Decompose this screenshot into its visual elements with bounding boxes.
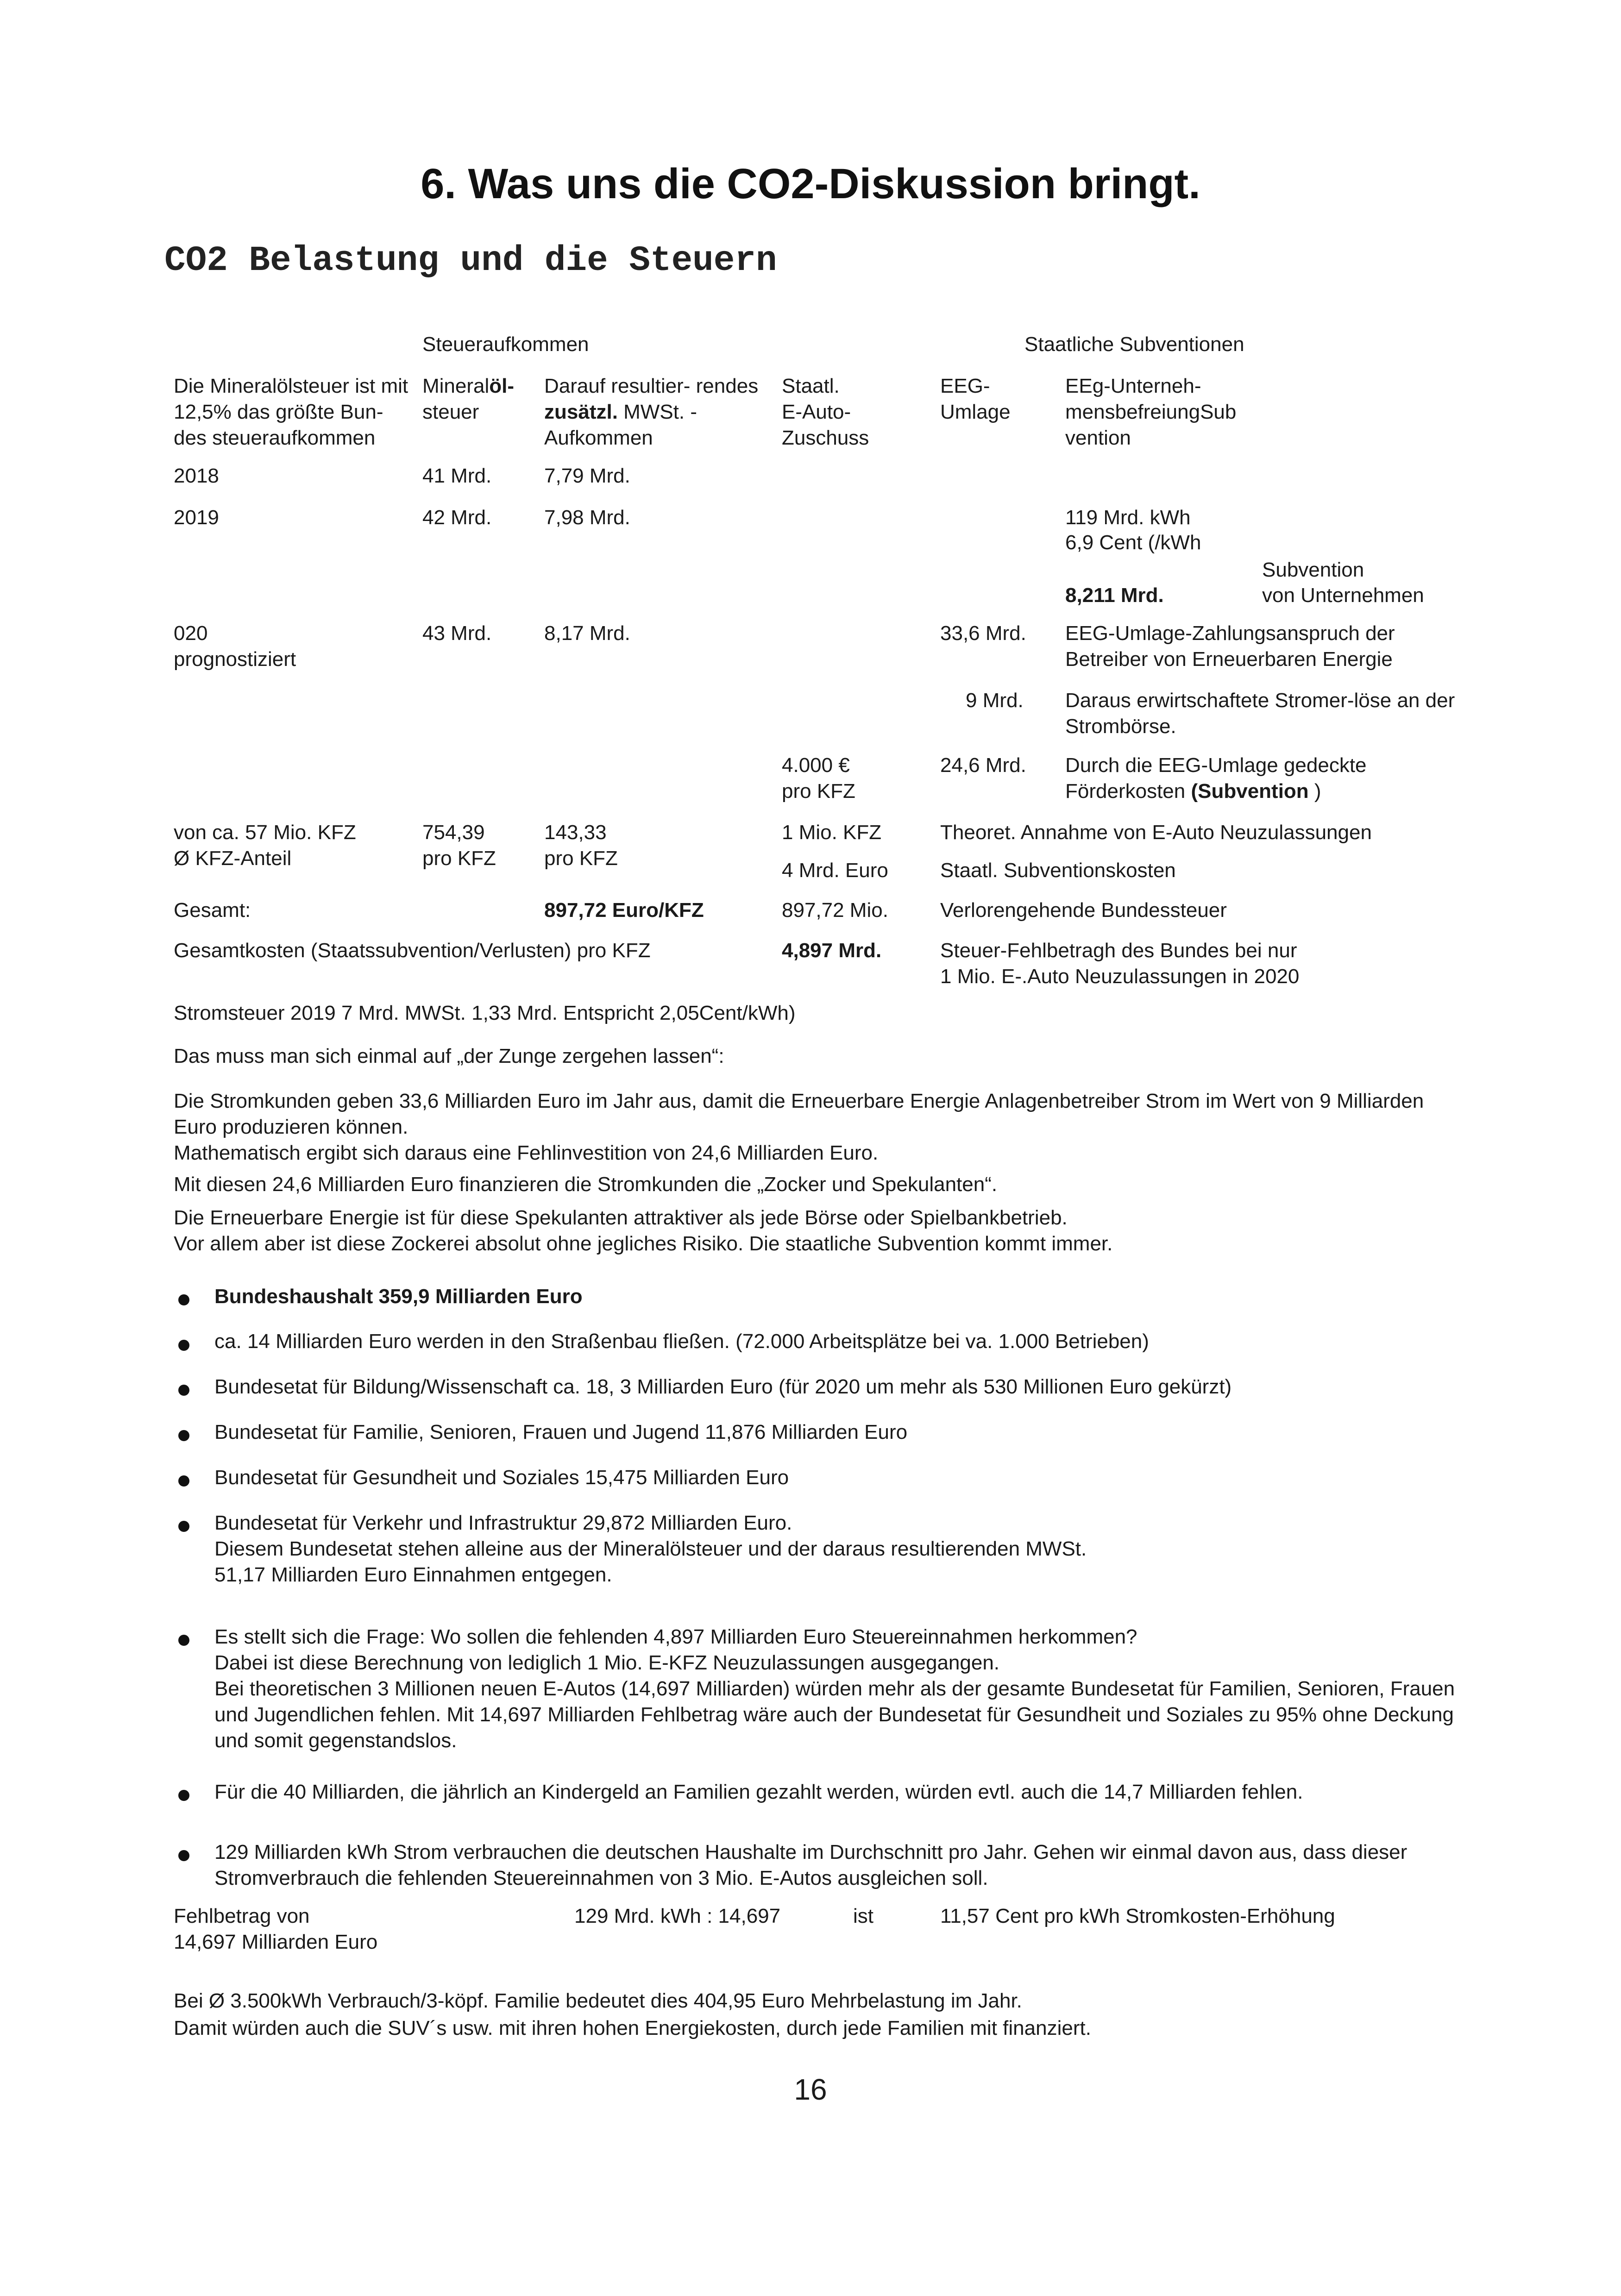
bullet-icon [178, 1340, 189, 1351]
page-title: 6. Was uns die CO2-Diskussion bringt. [421, 160, 1200, 207]
paragraph-zocker: Mit diesen 24,6 Milliarden Euro finanzieren die Stromkunden die „Zocker und Spekulanten“. [174, 1173, 998, 1196]
row-gesamt-zuschuss: 897,72 Mio. [782, 899, 888, 922]
row-2020-eeg-3: 24,6 Mrd. [940, 754, 1026, 777]
row-gesamtkosten-text: Steuer-Fehlbetragh des Bundes bei nur 1 Mio. E-.Auto Neuzulassungen in 2020 [940, 939, 1300, 988]
col-header-eeg-umlage: EEG- Umlage [940, 375, 1011, 423]
bullet-icon [178, 1521, 189, 1532]
row-2018-mwst: 7,79 Mrd. [544, 464, 630, 487]
row-kfz-text-2: Staatl. Subventionskosten [940, 859, 1176, 882]
section-subtitle: CO2 Belastung und die Steuern [164, 241, 777, 281]
row-2019-mineraloelsteuer: 42 Mrd. [422, 506, 492, 529]
row-2020-eeg-2: 9 Mrd. [966, 689, 1024, 712]
calc-ist: ist [853, 1905, 873, 1927]
bullet-frage: Es stellt sich die Frage: Wo sollen die fehlenden 4,897 Milliarden Euro Steuereinnahmen herkommen? Dabei ist diese Berechnung von lediglich 1 Mio. E-KFZ Neuzulassungen ausgegangen. Bei theoretischen 3 Millionen neuen E-Autos (14,697 Milliarden) würden mehr als der gesamte Bundesetat für Familien, Senioren, Frauen und Jugendlichen fehlen. Mit 14,697 Milliarden Fehlbetrag wäre auch der Bundesetat für Gesundheit und Soziales zu 95% ohne Deckung und somit gegenstandslos. [214, 1625, 1455, 1752]
row-2020-eeg-1: 33,6 Mrd. [940, 622, 1026, 645]
row-2018-mineraloelsteuer: 41 Mrd. [422, 464, 492, 487]
paragraph-spekulanten: Die Erneuerbare Energie ist für diese Spekulanten attraktiver als jede Börse oder Spielbankbetrieb. Vor allem aber ist diese Zockerei absolut ohne jegliches Risiko. Die staatliche Subvention kommt immer. [174, 1206, 1113, 1255]
calc-formula: 129 Mrd. kWh : 14,697 [574, 1905, 781, 1927]
bullet-icon [178, 1850, 189, 1861]
row-gesamtkosten-label: Gesamtkosten (Staatssubvention/Verlusten) pro KFZ [174, 939, 651, 962]
row-2018-year: 2018 [174, 464, 219, 487]
row-2019-subvention-value: 8,211 Mrd. [1065, 584, 1164, 607]
bullet-bildung: Bundesetat für Bildung/Wissenschaft ca. 18, 3 Milliarden Euro (für 2020 um mehr als 530 Millionen Euro gekürzt) [214, 1375, 1232, 1398]
row-gesamtkosten-zuschuss: 4,897 Mrd. [782, 939, 882, 962]
bullet-icon [178, 1790, 189, 1801]
row-gesamt-label: Gesamt: [174, 899, 251, 922]
bullet-icon [178, 1294, 189, 1305]
row-kfz-zuschuss-2: 4 Mrd. Euro [782, 859, 888, 882]
bullet-verkehr: Bundesetat für Verkehr und Infrastruktur 29,872 Milliarden Euro. Diesem Bundesetat stehen alleine aus der Mineralölsteuer und der daraus resultierenden MWSt. 51,17 Milliarden Euro Einnahmen entgegen. [214, 1512, 1087, 1586]
row-gesamt-text: Verlorengehende Bundessteuer [940, 899, 1227, 922]
footer-paragraph-suv: Damit würden auch die SUV´s usw. mit ihren hohen Energiekosten, durch jede Familien mit finanziert. [174, 2017, 1091, 2039]
row-2020-mwst: 8,17 Mrd. [544, 622, 630, 645]
row-2020-eeg-2-text: Daraus erwirtschaftete Stromer-löse an der Strombörse. [1065, 689, 1455, 738]
bullet-strassenbau: ca. 14 Milliarden Euro werden in den Straßenbau fließen. (72.000 Arbeitsplätze bei va. 1.000 Betrieben) [214, 1330, 1149, 1353]
row-kfz-mwst: 143,33 pro KFZ [544, 821, 618, 870]
row-kfz-zuschuss-1: 1 Mio. KFZ [782, 821, 882, 844]
bullet-icon [178, 1385, 189, 1396]
row-2020-mineraloelsteuer: 43 Mrd. [422, 622, 492, 645]
bullet-familie: Bundesetat für Familie, Senioren, Frauen und Jugend 11,876 Milliarden Euro [214, 1421, 908, 1443]
footer-paragraph-verbrauch: Bei Ø 3.500kWh Verbrauch/3-köpf. Familie bedeutet dies 404,95 Euro Mehrbelastung im Jahr. [174, 1989, 1022, 2012]
row-2020-eeg-1-text: EEG-Umlage-Zahlungsanspruch der Betreiber von Erneuerbaren Energie [1065, 622, 1395, 671]
row-2019-subvention-label-2: von Unternehmen [1262, 584, 1424, 607]
col-header-unternehmensbefreiung: EEg-Unterneh- mensbefreiungSub vention [1065, 375, 1237, 449]
col-header-mwst: Darauf resultier- rendes zusätzl. MWSt. - Aufkommen [544, 375, 759, 449]
row-2019-kwh: 119 Mrd. kWh [1065, 506, 1191, 529]
row-2019-subvention-label: Subvention [1262, 558, 1364, 581]
stromsteuer-line: Stromsteuer 2019 7 Mrd. MWSt. 1,33 Mrd. Entspricht 2,05Cent/kWh) [174, 1002, 796, 1024]
row-2019-cent: 6,9 Cent (/kWh [1065, 531, 1201, 554]
zunge-line: Das muss man sich einmal auf „der Zunge zergehen lassen“: [174, 1045, 724, 1067]
row-kfz-label: von ca. 57 Mio. KFZ Ø KFZ-Anteil [174, 821, 356, 870]
page-number: 16 [794, 2073, 827, 2106]
row-2020-year: 020 prognostiziert [174, 622, 296, 671]
row-2019-year: 2019 [174, 506, 219, 529]
calc-label: Fehlbetrag von 14,697 Milliarden Euro [174, 1905, 378, 1953]
calc-result: 11,57 Cent pro kWh Stromkosten-Erhöhung [940, 1905, 1335, 1927]
paragraph-stromkunden: Die Stromkunden geben 33,6 Milliarden Euro im Jahr aus, damit die Erneuerbare Energie Anlagenbetreiber Strom im Wert von 9 Milliarden Euro produzieren können. Mathematisch ergibt sich daraus eine Fehlinvestition von 24,6 Milliarden Euro. [174, 1090, 1424, 1164]
bullet-haushalte: 129 Milliarden kWh Strom verbrauchen die deutschen Haushalte im Durchschnitt pro Jahr. Gehen wir einmal davon aus, dass dieser Stromverbrauch die fehlenden Steuereinnahmen von 3 Mio. E-Autos ausgleichen soll. [214, 1841, 1407, 1889]
row-kfz-text-1: Theoret. Annahme von E-Auto Neuzulassungen [940, 821, 1372, 844]
row-2019-mwst: 7,98 Mrd. [544, 506, 630, 529]
col-header-e-auto-zuschuss: Staatl. E-Auto- Zuschuss [782, 375, 869, 449]
col-header-mineraloelsteuer: Mineralöl- steuer [422, 375, 515, 423]
row-gesamt-mwst: 897,72 Euro/KFZ [544, 899, 704, 922]
row-kfz-mineraloelsteuer: 754,39 pro KFZ [422, 821, 496, 870]
bullet-bundeshaushalt: Bundeshaushalt 359,9 Milliarden Euro [214, 1285, 583, 1308]
group-header-steueraufkommen: Steueraufkommen [422, 333, 589, 356]
bullet-icon [178, 1635, 189, 1646]
row-2020-zuschuss: 4.000 € pro KFZ [782, 754, 855, 803]
bullet-icon [178, 1430, 189, 1441]
group-header-subventionen: Staatliche Subventionen [1024, 333, 1244, 356]
bullet-gesundheit: Bundesetat für Gesundheit und Soziales 15,475 Milliarden Euro [214, 1466, 789, 1489]
bullet-icon [178, 1475, 189, 1487]
bullet-kindergeld: Für die 40 Milliarden, die jährlich an Kindergeld an Familien gezahlt werden, würden evtl. auch die 14,7 Milliarden fehlen. [214, 1781, 1303, 1803]
row-2020-eeg-3-text: Durch die EEG-Umlage gedeckte Förderkosten (Subvention ) [1065, 754, 1367, 803]
col-header-description: Die Mineralölsteuer ist mit 12,5% das größte Bun- des steueraufkommen [174, 375, 408, 449]
